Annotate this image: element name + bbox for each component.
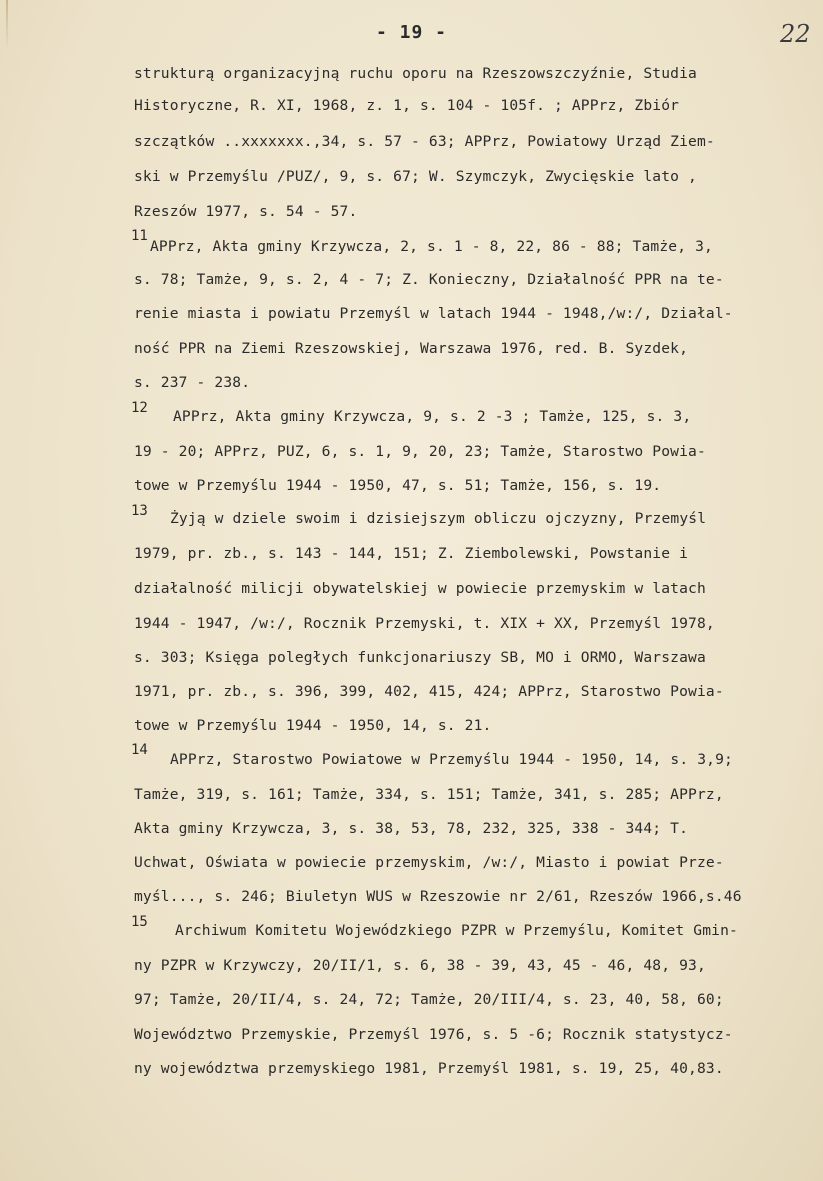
text-line: myśl..., s. 246; Biuletyn WUS w Rzeszowie nr 2/61, Rzeszów 1966,s.46	[134, 888, 742, 905]
text-line: towe w Przemyślu 1944 - 1950, 47, s. 51; Tamże, 156, s. 19.	[134, 477, 662, 494]
text-line: 1979, pr. zb., s. 143 - 144, 151; Z. Ziembolewski, Powstanie i	[134, 545, 689, 562]
footnote-number: 11	[131, 228, 148, 244]
text-line: 1971, pr. zb., s. 396, 399, 402, 415, 424; APPrz, Starostwo Powia-	[134, 683, 724, 700]
text-line: s. 237 - 238.	[134, 374, 251, 391]
footnote-number: 14	[131, 742, 148, 758]
text-line: Historyczne, R. XI, 1968, z. 1, s. 104 - 105f. ; APPrz, Zbiór	[134, 97, 680, 114]
footnote-number: 12	[131, 400, 148, 416]
footnote-number: 13	[131, 503, 148, 519]
page-number: - 19 -	[375, 22, 448, 43]
text-line: Uchwat, Oświata w powiecie przemyskim, /w:/, Miasto i powiat Prze-	[134, 854, 724, 871]
text-line: s. 78; Tamże, 9, s. 2, 4 - 7; Z. Konieczny, Działalność PPR na te-	[134, 271, 724, 288]
text-line: renie miasta i powiatu Przemyśl w latach 1944 - 1948,/w:/, Działal-	[134, 305, 733, 322]
text-line: 1944 - 1947, /w:/, Rocznik Przemyski, t. XIX + XX, Przemyśl 1978,	[134, 615, 715, 632]
text-line: Tamże, 319, s. 161; Tamże, 334, s. 151; Tamże, 341, s. 285; APPrz,	[134, 786, 724, 803]
text-line: APPrz, Akta gminy Krzywcza, 2, s. 1 - 8, 22, 86 - 88; Tamże, 3,	[150, 238, 713, 255]
text-line: Województwo Przemyskie, Przemyśl 1976, s. 5 -6; Rocznik statystycz-	[134, 1026, 733, 1043]
text-line: 97; Tamże, 20/II/4, s. 24, 72; Tamże, 20/III/4, s. 23, 40, 58, 60;	[134, 991, 724, 1008]
text-line: Archiwum Komitetu Wojewódzkiego PZPR w Przemyślu, Komitet Gmin-	[175, 922, 738, 939]
text-line: działalność milicji obywatelskiej w powiecie przemyskim w latach	[134, 580, 706, 597]
text-line: ność PPR na Ziemi Rzeszowskiej, Warszawa 1976, red. B. Syzdek,	[134, 340, 689, 357]
text-line: towe w Przemyślu 1944 - 1950, 14, s. 21.	[134, 717, 492, 734]
text-line: APPrz, Starostwo Powiatowe w Przemyślu 1944 - 1950, 14, s. 3,9;	[170, 751, 733, 768]
footnote-number: 15	[131, 914, 148, 930]
archive-page-number: 22	[780, 20, 811, 48]
text-line: ny województwa przemyskiego 1981, Przemyśl 1981, s. 19, 25, 40,83.	[134, 1060, 724, 1077]
text-line: s. 303; Księga poległych funkcjonariuszy SB, MO i ORMO, Warszawa	[134, 649, 706, 666]
text-line: strukturą organizacyjną ruchu oporu na Rzeszowszczyźnie, Studia	[134, 65, 697, 82]
text-line: ski w Przemyślu /PUZ/, 9, s. 67; W. Szymczyk, Zwycięskie lato ,	[134, 168, 697, 185]
text-line: szczątków ..xxxxxxx.,34, s. 57 - 63; APPrz, Powiatowy Urząd Ziem-	[134, 133, 715, 150]
text-line: ny PZPR w Krzywczy, 20/II/1, s. 6, 38 - 39, 43, 45 - 46, 48, 93,	[134, 957, 706, 974]
text-line: APPrz, Akta gminy Krzywcza, 9, s. 2 -3 ; Tamże, 125, s. 3,	[173, 408, 692, 425]
text-line: Rzeszów 1977, s. 54 - 57.	[134, 203, 358, 220]
text-line: Akta gminy Krzywcza, 3, s. 38, 53, 78, 232, 325, 338 - 344; T.	[134, 820, 689, 837]
text-line: 19 - 20; APPrz, PUZ, 6, s. 1, 9, 20, 23; Tamże, Starostwo Powia-	[134, 443, 706, 460]
text-line: Żyją w dziele swoim i dzisiejszym obliczu ojczyzny, Przemyśl	[170, 510, 707, 527]
